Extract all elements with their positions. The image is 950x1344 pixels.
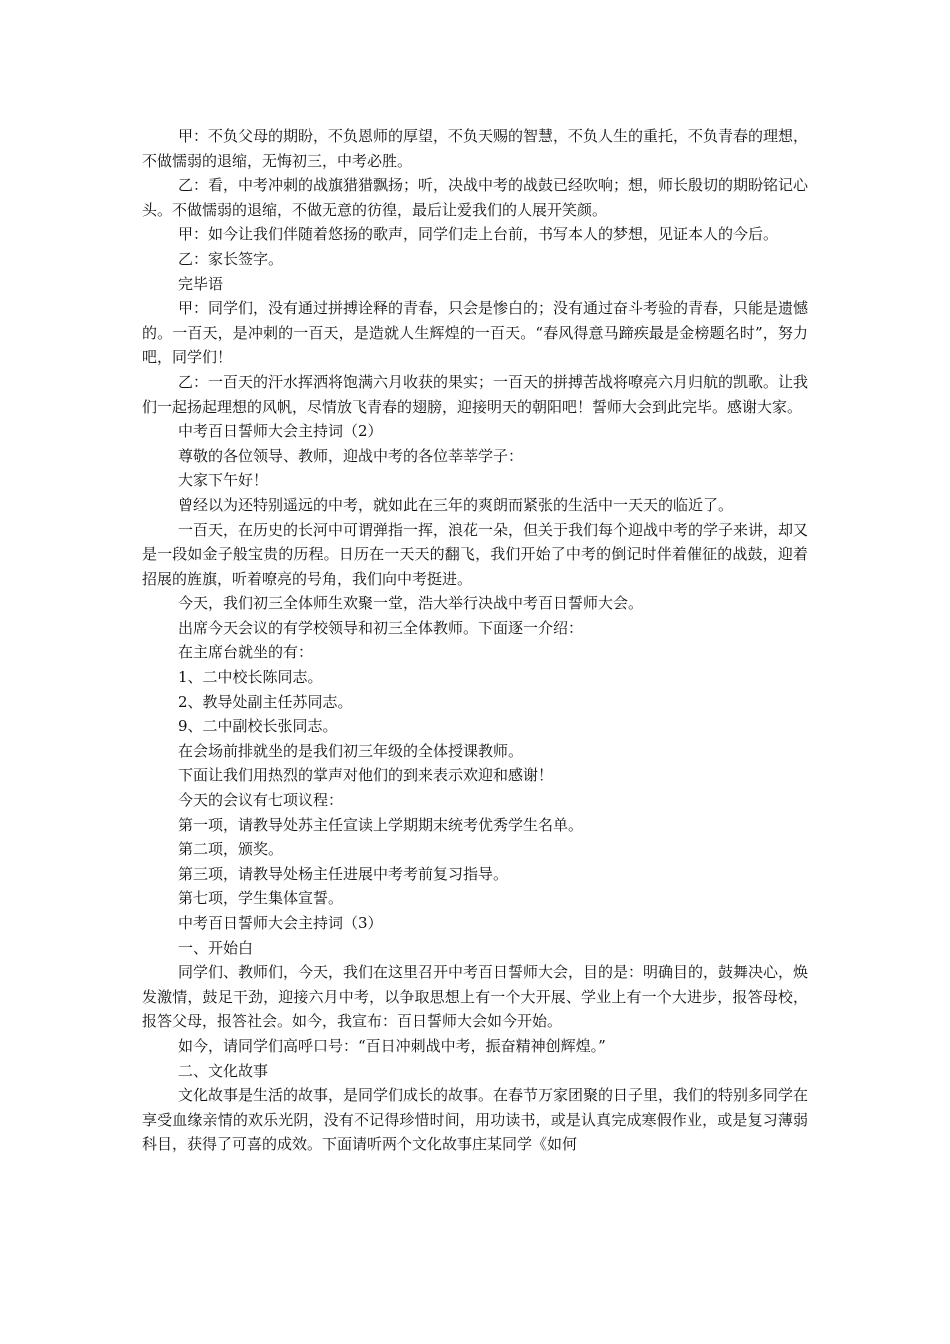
paragraph-15: 在主席台就坐的有： — [178, 643, 314, 662]
agenda-item-3: 第三项，请教导处杨主任进展中考考前复习指导。 — [178, 864, 509, 883]
section-heading-closing: 完毕语 — [178, 274, 224, 293]
paragraph-1: 甲：不负父母的期盼，不负恩师的厚望，不负天赐的智慧，不负人生的重托，不负青春的理想，不做懦弱的退缩，无悔初三，中考必胜。 — [142, 127, 809, 170]
list-item-9: 9、二中副校长张同志。 — [178, 717, 338, 736]
document-page — [142, 124, 808, 1157]
section-heading-part-3: 中考百日誓师大会主持词（3） — [178, 914, 383, 932]
paragraph-7: 乙：一百天的汗水挥洒将饱满六月收获的果实；一百天的拼搏苦战将嘹亮六月归航的凯歌。让我们一起扬起理想的风帆，尽情放飞青春的翅膀，迎接明天的朝阳吧！誓师大会到此完毕。感谢大家。 — [142, 372, 809, 416]
paragraph-12: 一百天，在历史的长河中可谓弹指一挥，浪花一朵，但关于我们每个迎战中考的学子来讲，却又是一段如金子般宝贵的历程。日历在一天天的翻飞，我们开始了中考的倒记时伴着催征的战鼓，迎着招展的旌旗，听着嘹亮的号角，我们向中考挺进。 — [142, 520, 809, 588]
greeting: 大家下午好！ — [178, 471, 269, 490]
paragraph-11: 曾经以为还特别遥远的中考，就如此在三年的爽朗而紧张的生活中一天天的临近了。 — [178, 495, 734, 514]
paragraph-19: 在会场前排就坐的是我们初三年级的全体授课教师。 — [178, 741, 524, 760]
paragraph-20: 下面让我们用热烈的掌声对他们的到来表示欢迎和感谢！ — [178, 766, 554, 785]
paragraph-3: 甲：如今让我们伴随着悠扬的歌声，同学们走上台前，书写本人的梦想，见证本人的今后。 — [178, 225, 779, 244]
agenda-item-1: 第一项，请教导处苏主任宣读上学期期末统考优秀学生名单。 — [178, 815, 584, 834]
paragraph-6: 甲：同学们，没有通过拼搏诠释的青春，只会是惨白的；没有通过奋斗考验的青春，只能是遗憾的。一百天，是冲刺的一百天，是造就人生辉煌的一百天。“春风得意马蹄疾最是金榜题名时”，努力吧，同学们！ — [142, 299, 809, 367]
paragraph-29: 如今，请同学们高呼口号：“百日冲刺战中考，振奋精神创辉煌。” — [178, 1036, 606, 1055]
list-item-2: 2、教导处副主任苏同志。 — [178, 692, 353, 711]
paragraph-13: 今天，我们初三全体师生欢聚一堂，浩大举行决战中考百日誓师大会。 — [178, 594, 644, 613]
subheading-culture-story: 二、文化故事 — [178, 1061, 269, 1080]
paragraph-28: 同学们、教师们，今天，我们在这里召开中考百日誓师大会，目的是：明确目的，鼓舞决心，焕发激情，鼓足干劲，迎接六月中考，以争取思想上有一个大开展、学业上有一个大进步，报答母校，报答父母，报答社会。如今，我宣布：百日誓师大会如今开始。 — [142, 963, 809, 1031]
paragraph-21: 今天的会议有七项议程： — [178, 791, 344, 810]
paragraph-14: 出席今天会议的有学校领导和初三全体教师。下面逐一介绍： — [178, 618, 584, 637]
paragraph-4: 乙：家长签字。 — [178, 249, 284, 268]
agenda-item-2: 第二项，颁奖。 — [178, 840, 284, 859]
subheading-opening: 一、开始白 — [178, 938, 254, 957]
paragraph-2: 乙：看，中考冲刺的战旗猎猎飘扬；听，决战中考的战鼓已经吹响；想，师长殷切的期盼铭记心头。不做懦弱的退缩，不做无意的彷徨，最后让爱我们的人展开笑颜。 — [142, 176, 809, 219]
list-item-1: 1、二中校长陈同志。 — [178, 668, 323, 687]
agenda-item-7: 第七项，学生集体宣誓。 — [178, 889, 344, 908]
paragraph-31: 文化故事是生活的故事，是同学们成长的故事。在春节万家团聚的日子里，我们的特别多同学在享受血缘亲情的欢乐光阴，没有不记得珍惜时间，用功读书，或是认真完成寒假作业，或是复习薄弱科目，获得了可喜的成效。下面请听两个文化故事庄某同学《如何 — [142, 1086, 809, 1154]
section-heading-part-2: 中考百日誓师大会主持词（2） — [178, 422, 383, 441]
salutation: 尊敬的各位领导、教师，迎战中考的各位莘莘学子： — [178, 446, 524, 465]
